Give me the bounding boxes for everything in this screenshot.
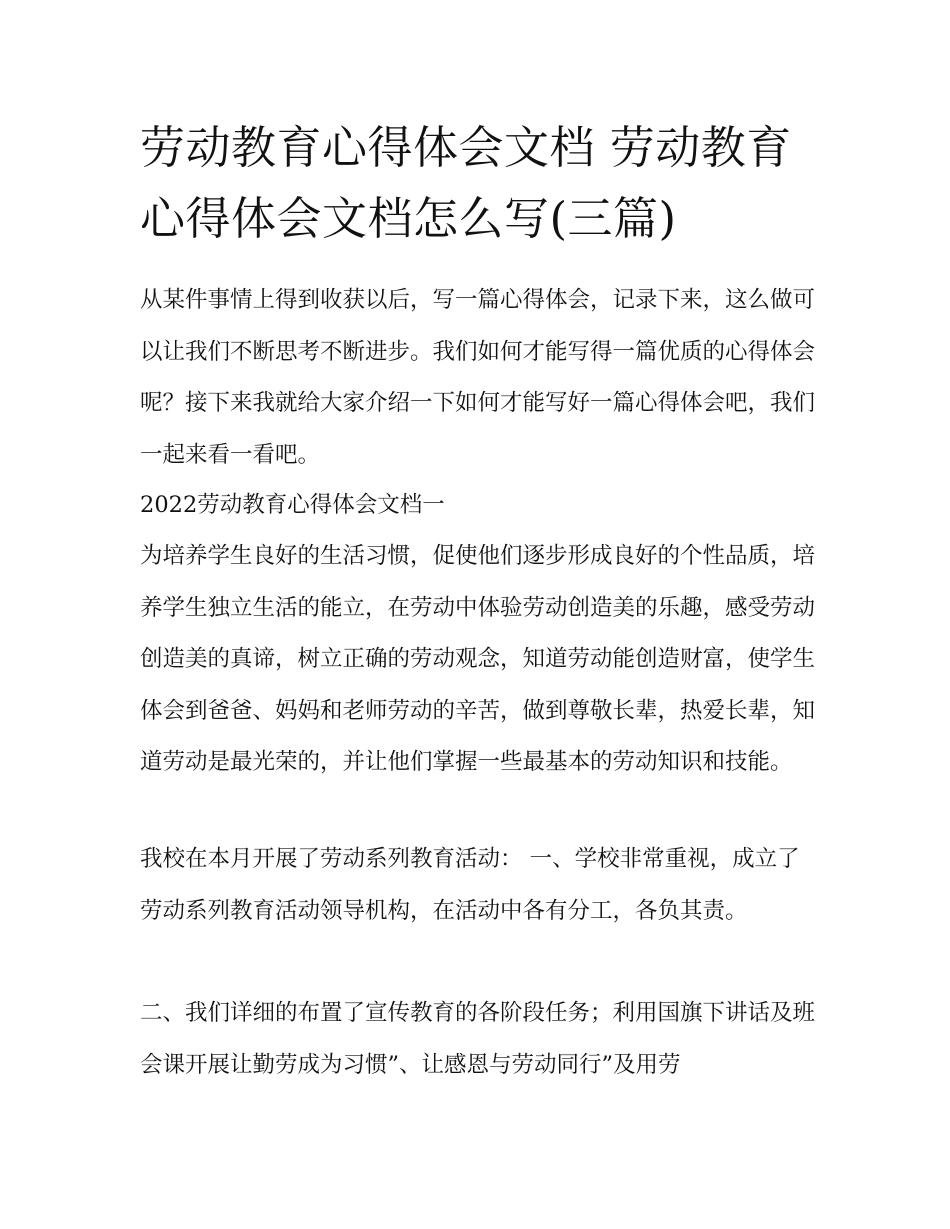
intro-paragraph: 从某件事情上得到收获以后，写一篇心得体会，记录下来，这么做可以让我们不断思考不断进步。我们如何才能写得一篇优质的心得体会呢？接下来我就给大家介绍一下如何才能写好一篇心得体会吧，我们一起来看一看吧。 [140,287,816,468]
body-paragraph: 我校在本月开展了劳动系列教育活动： 一、学校非常重视，成立了劳动系列教育活动领导机构，在活动中各有分工，各负其责。 [140,846,800,924]
section-heading: 2022劳动教育心得体会文档一 [140,492,445,518]
body-paragraph: 二、我们详细的布置了宣传教育的各阶段任务；利用国旗下讲话及班会课开展让勤劳成为习惯”、让感恩与劳动同行”及用劳 [140,1000,816,1078]
body-paragraph: 为培养学生良好的生活习惯，促使他们逐步形成良好的个性品质，培养学生独立生活的能立，在劳动中体验劳动创造美的乐趣，感受劳动创造美的真谛，树立正确的劳动观念，知道劳动能创造财富，使学生体会到爸爸、妈妈和老师劳动的辛苦，做到尊敬长辈，热爱长辈，知道劳动是最光荣的，并让他们掌握一些最基本的劳动知识和技能。 [140,543,816,775]
document-title: 劳动教育心得体会文档 劳动教育心得体会文档怎么写(三篇) [140,121,792,245]
